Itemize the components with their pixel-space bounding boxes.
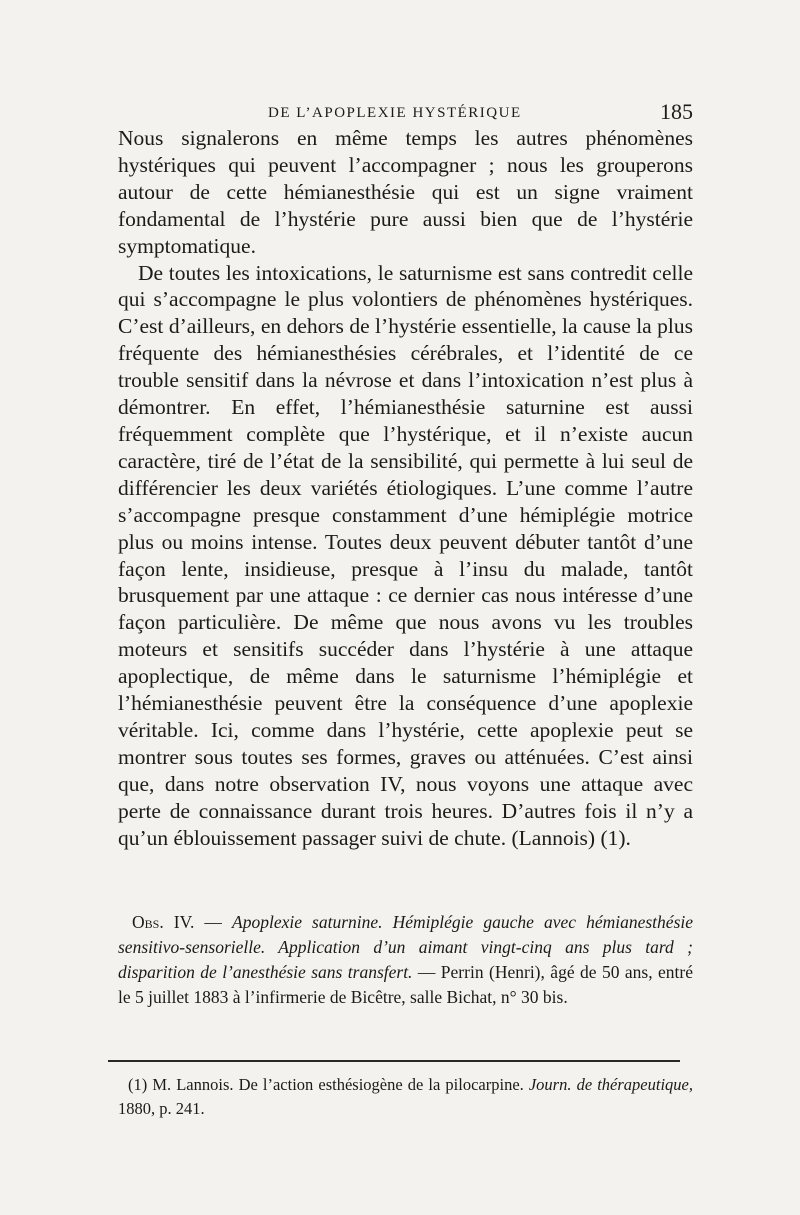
observation-label: Obs. IV. — — [132, 912, 222, 932]
observation-text: — Perrin (Henri), âgé de 50 ans, entré le 5 juillet 1883 à l’infirmerie de Bicêtre, salle Bichat, n° 30 bis. — [118, 962, 694, 1007]
footnote-divider — [108, 1060, 680, 1062]
footnote-prefix: (1) M. Lannois. De l’action esthésiogène de la pilocarpine. — [128, 1075, 524, 1094]
observation-title: Apoplexie saturnine. Hémiplégie gauche avec hémianesthésie sensitivo-sensorielle. Application d’un aimant vingt-cinq ans plus tard ; disparition de l’anesthésie sans transfert. — [118, 912, 694, 982]
footnote-journal: Journ. de thérapeutique, — [528, 1075, 693, 1094]
footnote-paragraph — [118, 1073, 693, 1121]
paragraph-1: Nous signalerons en même temps les autres phénomènes hystériques qui peuvent l’accompagner ; nous les grouperons autour de cette hémianesthésie qui est un signe vraiment fondamental de l’hystérie pure aussi bien que de l’hystérie symptomatique. — [118, 126, 693, 258]
observation-block — [118, 910, 693, 1010]
page-number: 185 — [660, 99, 693, 124]
main-text — [118, 125, 693, 851]
page-header — [118, 98, 693, 128]
running-head: DE L’APOPLEXIE HYSTÉRIQUE — [268, 105, 522, 121]
footnote-suffix: 1880, p. 241. — [118, 1099, 205, 1118]
paragraph-2: De toutes les intoxications, le saturnisme est sans contredit celle qui s’accompagne le plus volontiers de phénomènes hystériques. C’est d’ailleurs, en dehors de l’hystérie essentielle, la cause la plus fréquente des hémianesthésies cérébrales, et l’identité de ce trouble sensitif dans la névrose et dans l’intoxication n’est plus à démontrer. En effet, l’hémianesthésie saturnine est aussi fréquemment complète que l’hystérique, et il n’existe aucun caractère, tiré de l’état de la sensibilité, qui permette à lui seul de différencier les deux variétés étiologiques. L’une comme l’autre s’accompagne presque constamment d’une hémiplégie motrice plus ou moins intense. Toutes deux peuvent débuter tantôt d’une façon lente, insidieuse, presque à l’insu du malade, tantôt brusquement par une attaque : ce dernier cas nous intéresse d’une façon particulière. De même que nous avons vu les troubles moteurs et sensitifs succéder dans l’hystérie à une attaque apoplectique, de même dans le saturnisme l’hémiplégie et l’hémianesthésie peuvent être la conséquence d’une apoplexie véritable. Ici, comme dans l’hystérie, cette apoplexie peut se montrer sous toutes ses formes, graves ou atténuées. C’est ainsi que, dans notre observation IV, nous voyons une attaque avec perte de connaissance durant trois heures. D’autres fois il n’y a qu’un éblouissement passager suivi de chute. (Lannois) (1). — [118, 260, 693, 850]
observation-paragraph — [118, 910, 693, 1010]
footnote — [118, 1073, 693, 1121]
